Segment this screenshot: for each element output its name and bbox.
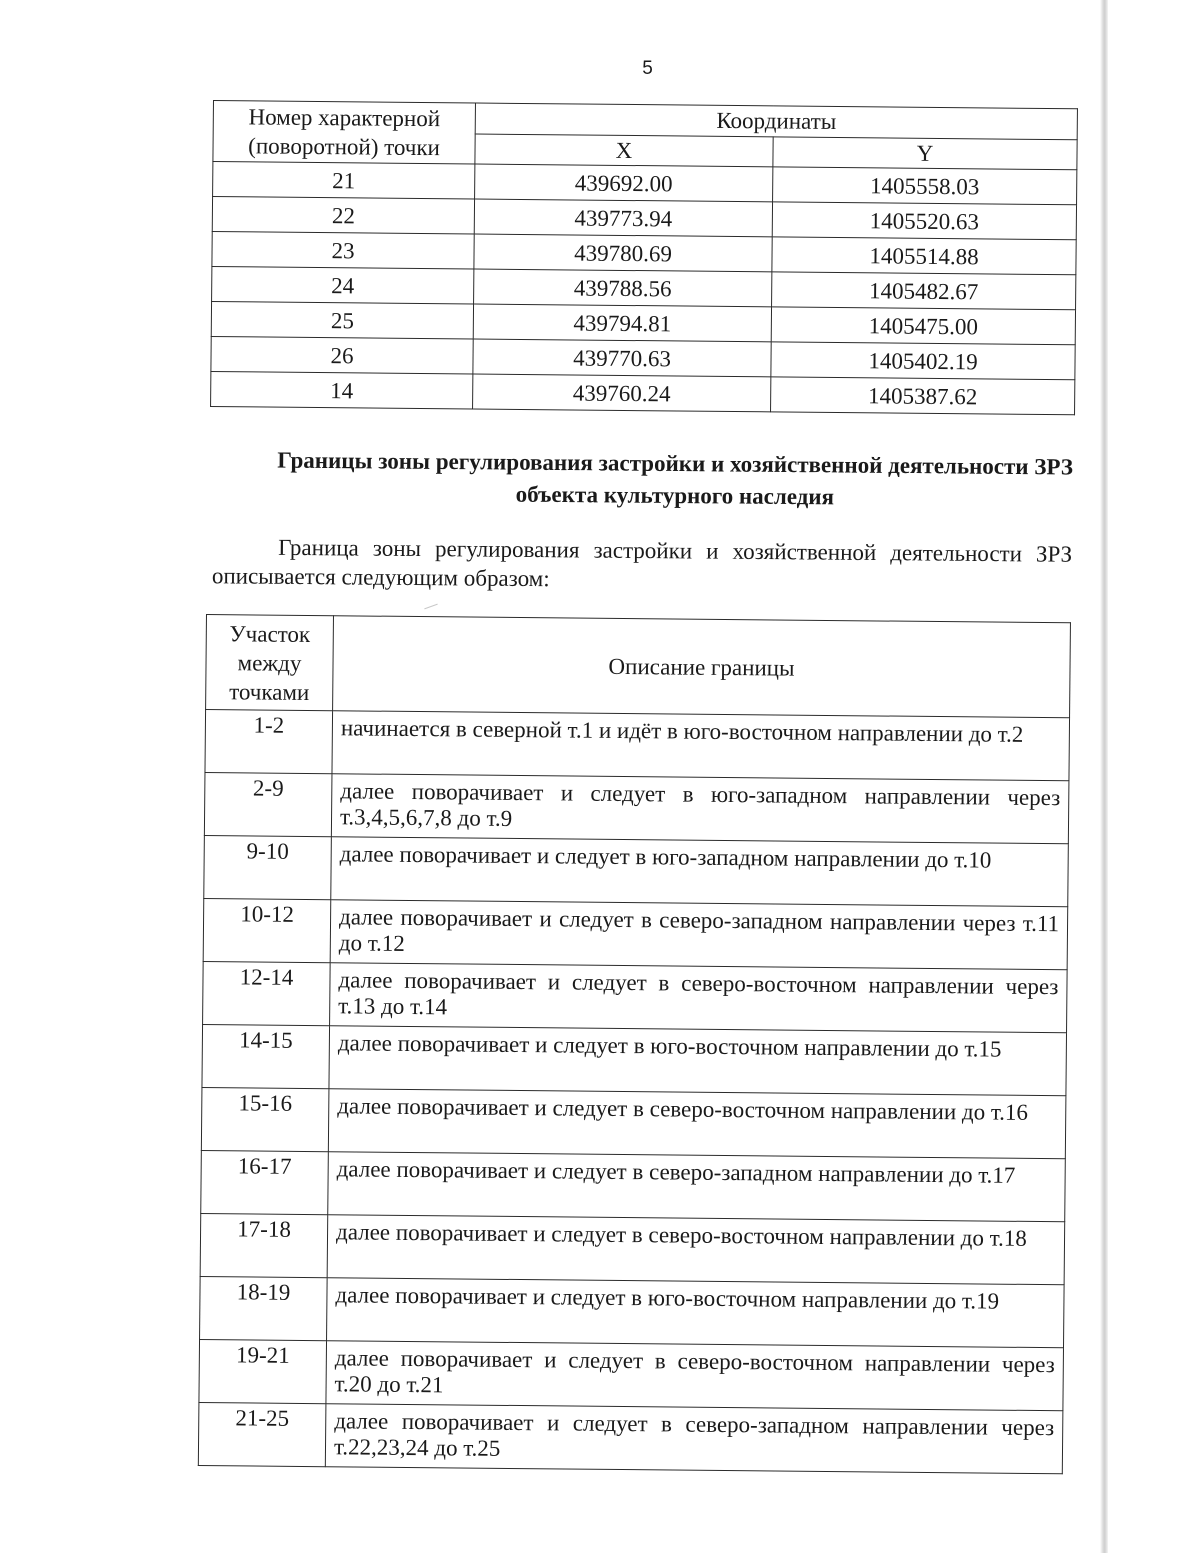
header-y: Y <box>773 136 1077 169</box>
boundary-description: далее поворачивает и следует в северо-западном направлении через т.11 до т.12 <box>330 900 1068 970</box>
segment-label: 9-10 <box>204 835 332 899</box>
boundary-description: начинается в северной т.1 и идёт в юго-восточном направлении до т.2 <box>332 711 1070 781</box>
boundary-description: далее поворачивает и следует в северо-западном направлении через т.22,23,24 до т.25 <box>325 1404 1063 1474</box>
segment-label: 10-12 <box>203 898 331 962</box>
coordinate-x: 439770.63 <box>473 339 771 377</box>
table-row <box>198 1402 1063 1473</box>
table-row <box>200 1276 1065 1347</box>
header-segment: Участок между точками <box>206 615 334 711</box>
boundary-description: далее поворачивает и следует в юго-восточном направлении до т.15 <box>329 1026 1067 1096</box>
coordinate-y: 1405520.63 <box>772 202 1076 240</box>
segment-label: 19-21 <box>199 1339 327 1403</box>
segment-label: 16-17 <box>201 1150 329 1214</box>
segment-label: 12-14 <box>203 961 331 1025</box>
boundary-description: далее поворачивает и следует в северо-восточном направлении до т.18 <box>327 1215 1065 1285</box>
table-row <box>203 898 1068 969</box>
table-row <box>211 371 1075 414</box>
point-number: 14 <box>211 371 473 409</box>
coordinate-y: 1405482.67 <box>772 272 1076 310</box>
coordinate-x: 439760.24 <box>473 374 771 412</box>
segment-label: 15-16 <box>201 1087 329 1151</box>
boundary-description: далее поворачивает и следует в юго-восточном направлении до т.19 <box>327 1278 1065 1348</box>
segment-label: 17-18 <box>200 1213 328 1277</box>
coordinate-y: 1405558.03 <box>773 167 1077 205</box>
coordinate-x: 439773.94 <box>474 199 772 237</box>
point-number: 26 <box>211 336 473 374</box>
table-row <box>205 710 1070 781</box>
coordinate-x: 439794.81 <box>473 304 771 342</box>
table-row <box>199 1339 1064 1410</box>
coordinate-x: 439780.69 <box>474 234 772 272</box>
boundary-description: далее поворачивает и следует в северо-восточном направлении через т.20 до т.21 <box>326 1341 1064 1411</box>
table-row <box>204 772 1069 843</box>
table-row <box>201 1087 1066 1158</box>
intro-paragraph: Граница зоны регулирования застройки и хозяйственной деятельности ЗРЗ описывается следующим образом: <box>211 534 1073 592</box>
boundary-description: далее поворачивает и следует в юго-западном направлении до т.10 <box>331 837 1069 907</box>
header-point-number: Номер характерной (поворотной) точки <box>213 101 476 165</box>
table-row <box>202 1024 1067 1095</box>
coordinate-y: 1405387.62 <box>771 377 1075 415</box>
segment-label: 18-19 <box>200 1276 328 1340</box>
boundary-description: далее поворачивает и следует в северо-западном направлении до т.17 <box>328 1152 1066 1222</box>
coordinate-y: 1405475.00 <box>771 307 1075 345</box>
coordinates-table <box>210 100 1078 415</box>
coordinate-y: 1405402.19 <box>771 342 1075 380</box>
header-description: Описание границы <box>333 616 1071 718</box>
boundary-description: далее поворачивает и следует в юго-западном направлении через т.3,4,5,6,7,8 до т.9 <box>331 774 1069 844</box>
page-number: 5 <box>642 58 653 79</box>
boundary-description: далее поворачивает и следует в северо-восточном направлении через т.13 до т.14 <box>330 963 1068 1033</box>
scan-mark <box>424 604 437 610</box>
point-number: 24 <box>212 266 474 304</box>
header-x: X <box>475 134 773 167</box>
coordinate-x: 439692.00 <box>475 164 773 202</box>
coordinate-x: 439788.56 <box>474 269 772 307</box>
point-number: 22 <box>212 197 474 235</box>
boundary-description: далее поворачивает и следует в северо-восточном направлении до т.16 <box>328 1089 1066 1159</box>
header-coordinates: Координаты <box>475 103 1077 139</box>
segment-label: 21-25 <box>198 1402 326 1466</box>
point-number: 25 <box>211 301 473 339</box>
point-number: 23 <box>212 231 474 269</box>
table-row <box>204 835 1069 906</box>
segment-label: 1-2 <box>205 710 333 774</box>
point-number: 21 <box>213 162 475 200</box>
boundary-description-table <box>198 614 1071 1474</box>
section-heading: Границы зоны регулирования застройки и хозяйственной деятельности ЗРЗ объекта культурного наследия <box>277 447 1074 510</box>
scan-edge-shadow <box>1100 0 1108 1553</box>
coordinate-y: 1405514.88 <box>772 237 1076 275</box>
table-row <box>203 961 1068 1032</box>
table-row <box>200 1213 1065 1284</box>
segment-label: 2-9 <box>204 772 332 836</box>
segment-label: 14-15 <box>202 1024 330 1088</box>
table-row <box>201 1150 1066 1221</box>
